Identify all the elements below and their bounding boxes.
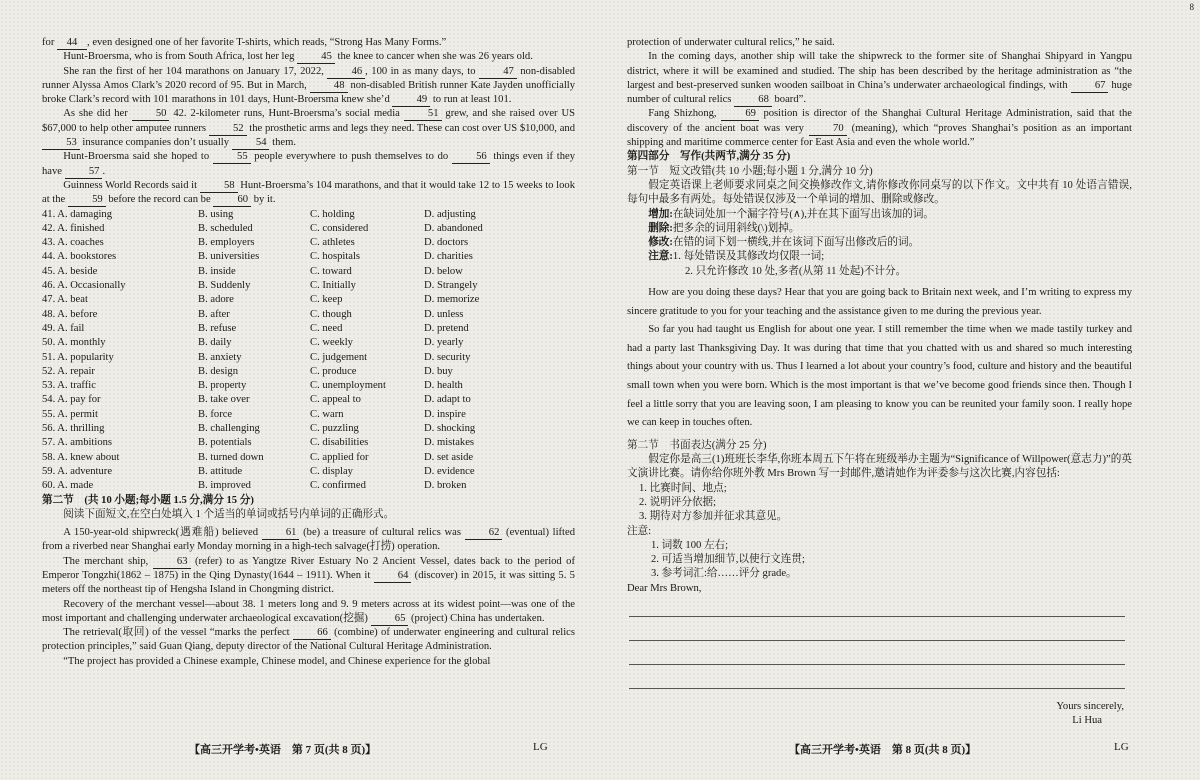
rule-item: 删除:把多余的词用斜线(\)划掉。 [648, 222, 800, 234]
option-choice[interactable]: D. abandoned [424, 222, 483, 234]
option-choice[interactable]: 53. A. traffic [42, 380, 96, 392]
option-choice[interactable]: D. set aside [424, 451, 474, 463]
grammar-paragraph: The retrieval(取回) of the vessel “marks the perfect 66 (combine) of underwater engineering and cultural relics protection principles,” said Guan Qiang, deputy director of the National Cultural Heritage Administration. [42, 627, 576, 653]
option-choice[interactable]: B. inside [198, 265, 236, 277]
option-choice[interactable]: C. confirmed [310, 480, 366, 492]
signature: Li Hua [1072, 715, 1102, 727]
option-choice[interactable]: 50. A. monthly [42, 337, 106, 349]
option-row [42, 236, 575, 250]
option-choice[interactable]: D. adapt to [424, 394, 471, 406]
writing-line [629, 664, 1125, 665]
option-row [42, 293, 575, 307]
cloze-paragraph: As she did her 50 42. 2-kilometer runs, Hunt-Broersma’s social media 51 grew, and she raised over US $67,000 to help other amputee runners 52 the prosthetic arms and legs they need. These can cost over US $10,000, and 53 insurance companies don’t usually 54 them. [42, 108, 576, 149]
option-row [42, 322, 575, 336]
section2-header: 第二节 (共 10 小题;每小题 1.5 分,满分 15 分) [42, 494, 254, 506]
essay-paragraph: How are you doing these days? Hear that you are going back to Britain next week, and I’m writing to express my sincere gratitude to you for your teaching and the assistance given to me during the previous year. [627, 287, 1132, 317]
s2-instruction: 假定你是高三(1)班班长李华,你班本周五下午将在班级举办主题为“Significance of Willpower(意志力)”的英文演讲比赛。请你给你班外教 Mrs Brown 写一封邮件,邀请她作为评委参与这次比赛,内容包括: [627, 454, 1132, 480]
rule-label: 增加: [648, 208, 673, 220]
option-choice[interactable]: B. turned down [198, 451, 264, 463]
answer-blank[interactable]: 52 [209, 123, 247, 136]
left-footer-code: LG [533, 741, 548, 753]
section2-instruction: 阅读下面短文,在空白处填入 1 个适当的单词或括号内单词的正确形式。 [63, 508, 395, 520]
cloze-paragraph: Guinness World Records said it 58 Hunt-Broersma’s 104 marathons, and that it would take 12 to 15 weeks to look at the 59 before the record can be 60 by it. [42, 179, 575, 206]
option-choice[interactable]: D. buy [424, 365, 453, 377]
option-choice[interactable]: C. need [310, 322, 343, 334]
answer-blank[interactable]: 65 [371, 613, 409, 626]
right-footer-title: 【高三开学考•英语 第 8 页(共 8 页)】 [789, 744, 977, 756]
correction-rules [627, 208, 1132, 265]
answer-blank[interactable]: 50 [132, 108, 170, 121]
option-choice[interactable]: 45. A. beside [42, 265, 98, 277]
answer-blank[interactable]: 64 [374, 570, 412, 583]
option-choice[interactable]: D. mistakes [424, 437, 475, 449]
s2-points [627, 482, 1132, 525]
grammar-paragraph: Recovery of the merchant vessel—about 38. 1 meters long and 9. 9 meters across at its widest point—was one of the most important and challenging underwater archaeological excavation(挖掘) 65 (project) China has undertaken. [42, 598, 575, 624]
option-row [42, 379, 575, 393]
option-choice[interactable]: C. applied for [310, 451, 369, 463]
option-row [42, 422, 575, 436]
s2-point: 2. 说明评分依据; [639, 496, 717, 508]
option-choice[interactable]: D. security [424, 351, 471, 363]
option-choice[interactable]: 43. A. coaches [42, 237, 104, 249]
left-page [42, 36, 575, 669]
option-choice[interactable]: C. weekly [310, 337, 353, 349]
option-choice[interactable]: B. adore [198, 294, 234, 306]
answer-blank[interactable]: 45 [297, 51, 335, 64]
option-choice[interactable]: 41. A. damaging [42, 208, 113, 220]
option-choice[interactable]: D. yearly [424, 337, 464, 349]
option-choice[interactable]: D. unless [424, 308, 464, 320]
option-choice[interactable]: C. appeal to [310, 394, 361, 406]
answer-blank[interactable]: 62 [465, 527, 503, 540]
s1-instruction: 假定英语课上老师要求同桌之间交换修改作文,请你修改你同桌写的以下作文。文中共有 10 处语言错误,每句中最多有两处。每处错误仅涉及一个单词的增加、删除或修改。 [627, 179, 1132, 206]
option-row [42, 408, 575, 422]
answer-blank[interactable]: 68 [734, 94, 772, 107]
answer-blank[interactable]: 61 [262, 527, 300, 540]
note-item: 3. 参考词汇:给……评分 grade。 [651, 568, 797, 580]
rule-label: 修改: [648, 237, 673, 249]
option-choice[interactable]: B. after [198, 308, 230, 320]
grammar-paragraph: Fang Shizhong, 69 position is director of the Shanghai Cultural Heritage Administration, said that the discovery of the ancient boat was very 70 (meaning), which “proves Shanghai’s position as an important shipping and maritime commerce center for East Asia and even the whole world.” [627, 108, 1132, 149]
option-row [42, 479, 575, 493]
option-row [42, 279, 575, 293]
option-choice[interactable]: D. below [424, 265, 463, 277]
option-choice[interactable]: C. though [310, 308, 352, 320]
option-choice[interactable]: C. hospitals [310, 251, 361, 263]
notes-label: 注意: [627, 525, 652, 537]
grammar-passage-continued [627, 36, 1132, 150]
option-row [42, 336, 575, 350]
rule-note-2: 2. 只允许修改 10 处,多者(从第 11 处起)不计分。 [685, 265, 907, 277]
writing-line [629, 688, 1125, 689]
option-choice[interactable]: C. display [310, 465, 353, 477]
option-choice[interactable]: B. take over [198, 394, 250, 406]
option-choice[interactable]: C. judgement [310, 351, 368, 363]
right-footer-code: LG [1114, 741, 1129, 753]
cloze-paragraph: She ran the first of her 104 marathons on January 17, 2022, 46 , 100 in as many days, to 47 non-disabled runner Alyssa Amos Clark’s 2020 record of 95. But in March, 48 non-disabled British runner Kate Jayden unofficially broke Clark’s record with 101 marathons in 101 days, Hunt-Broersma knew she’d 49 to run at least 101. [42, 65, 575, 106]
answer-blank[interactable]: 66 [293, 627, 331, 640]
option-choice[interactable]: D. pretend [424, 322, 469, 334]
option-choice[interactable]: 59. A. adventure [42, 465, 113, 477]
option-choice[interactable]: C. athletes [310, 237, 355, 249]
option-row [42, 351, 575, 365]
option-choice[interactable]: C. toward [310, 265, 352, 277]
option-choice[interactable]: D. shocking [424, 423, 476, 435]
note-item: 2. 可适当增加细节,以使行文连贯; [651, 554, 805, 566]
s2-notes [627, 539, 1132, 582]
option-choice[interactable]: C. Initially [310, 280, 356, 292]
salutation: Dear Mrs Brown, [627, 582, 702, 594]
writing-line [629, 640, 1125, 641]
option-choice[interactable]: 54. A. pay for [42, 394, 101, 406]
cloze-paragraph: Hunt-Broersma said she hoped to 55 people everywhere to push themselves to do 56 things even if they have 57 . [42, 151, 575, 177]
answer-blank[interactable]: 60 [213, 194, 251, 207]
answer-blank[interactable]: 58 [200, 180, 238, 193]
answer-blank[interactable]: 56 [452, 151, 490, 164]
answer-blank[interactable]: 54 [232, 137, 270, 150]
option-choice[interactable]: B. employers [198, 237, 255, 249]
cloze-paragraph: for 44 , even designed one of her favorite T-shirts, which reads, “Strong Has Many Forms.” [42, 37, 447, 48]
option-choice[interactable]: B. design [198, 365, 239, 377]
answer-blank[interactable]: 51 [404, 108, 442, 121]
cloze-options [42, 208, 575, 494]
answer-blank[interactable]: 59 [68, 194, 106, 207]
answer-blank[interactable]: 49 [392, 94, 430, 107]
option-choice[interactable]: B. refuse [198, 322, 237, 334]
s2-header: 第二节 书面表达(满分 25 分) [627, 439, 767, 451]
answer-blank[interactable]: 48 [310, 80, 348, 93]
answer-blank[interactable]: 53 [42, 137, 80, 150]
option-choice[interactable]: D. charities [424, 251, 473, 263]
option-choice[interactable]: C. warn [310, 408, 344, 420]
option-choice[interactable]: 58. A. knew about [42, 451, 120, 463]
cloze-paragraph: Hunt-Broersma, who is from South Africa, lost her leg 45 the knee to cancer when she was 26 years old. [63, 51, 533, 63]
option-row [42, 308, 575, 322]
option-choice[interactable]: D. Strangely [424, 280, 478, 292]
option-choice[interactable]: 49. A. fail [42, 322, 85, 334]
option-choice[interactable]: C. holding [310, 208, 355, 220]
answer-blank[interactable]: 55 [213, 151, 251, 164]
grammar-passage [42, 526, 575, 669]
option-choice[interactable]: D. inspire [424, 408, 466, 420]
option-choice[interactable]: D. doctors [424, 237, 469, 249]
answer-blank[interactable]: 57 [65, 166, 103, 179]
grammar-paragraph: protection of underwater cultural relics,” he said. [627, 37, 835, 48]
answer-blank[interactable]: 47 [479, 66, 517, 79]
option-choice[interactable]: B. scheduled [198, 222, 253, 234]
option-choice[interactable]: C. puzzling [310, 423, 359, 435]
rule-item: 修改:在错的词下划一横线,并在该词下面写出修改后的词。 [648, 237, 920, 249]
option-choice[interactable]: 51. A. popularity [42, 351, 114, 363]
option-choice[interactable]: B. potentials [198, 437, 252, 449]
grammar-paragraph: In the coming days, another ship will take the shipwreck to the former site of Shanghai Shipyard in Yangpu district, where it will be examined and studied. The ship has been described by the heritage administration as “the largest and best-preserved sunken wooden sailboat in China’s underwater archaeological findings, with 67 huge number of cultural relics 68 board”. [627, 51, 1132, 106]
grammar-paragraph: The merchant ship, 63 (refer) to as Yangtze River Estuary No 2 Ancient Vessel, dates back to the period of Emperor Tongzhi(1862 – 1875) in the Qing Dynasty(1644 – 1911). When it 64 (discover) in 2015, it was sitting 5. 5 meters off the northeast tip of Hengsha Island in Chongming district. [42, 555, 575, 596]
option-choice[interactable]: 60. A. made [42, 480, 94, 492]
option-choice[interactable]: D. memorize [424, 294, 480, 306]
option-choice[interactable]: 57. A. ambitions [42, 437, 113, 449]
rule-label: 删除: [648, 222, 673, 234]
left-footer-title: 【高三开学考•英语 第 7 页(共 8 页)】 [189, 744, 377, 756]
closing: Yours sincerely, [1056, 701, 1124, 713]
option-choice[interactable]: 46. A. Occasionally [42, 280, 126, 292]
option-choice[interactable]: C. disabilities [310, 437, 369, 449]
answer-blank[interactable]: 44 [57, 37, 87, 50]
rule-item: 注意:1. 每处错误及其修改均仅限一词; [648, 251, 825, 263]
option-choice[interactable]: 48. A. before [42, 308, 98, 320]
answer-blank[interactable]: 63 [153, 556, 191, 569]
option-choice[interactable]: 44. A. bookstores [42, 251, 117, 263]
option-choice[interactable]: 47. A. beat [42, 294, 88, 306]
option-row [42, 208, 575, 222]
option-choice[interactable]: D. adjusting [424, 208, 476, 220]
writing-line [629, 616, 1125, 617]
option-choice[interactable]: 42. A. finished [42, 222, 105, 234]
answer-blank[interactable]: 69 [721, 108, 759, 121]
answer-blank[interactable]: 67 [1071, 80, 1109, 93]
error-correction-essay [627, 284, 1132, 433]
option-row [42, 451, 575, 465]
option-choice[interactable]: B. attitude [198, 465, 243, 477]
answer-blank[interactable]: 46 [327, 66, 365, 79]
option-choice[interactable]: D. health [424, 380, 463, 392]
corner-mark: 8 [1189, 2, 1194, 12]
option-choice[interactable]: 56. A. thrilling [42, 423, 105, 435]
answer-blank[interactable]: 70 [809, 123, 847, 136]
right-page [627, 36, 1132, 729]
rule-item: 增加:在缺词处加一个漏字符号(∧),并在其下面写出该加的词。 [648, 208, 935, 220]
essay-paragraph: So far you had taught us English for about one year. I still remember the time when we made tastily turkey and had a party last Thanksgiving Day. It was during that time that you chatted with us and shared so much interesting things about your country with us. Thus I learned a lot about your country’s food, culture and history and the beautiful small town when you were born. Which is the most important is that we’ve become good friends since then. Though I feel a little sorry that you are leaving soon, I am pleasing to know you can be reunited your family soon. I really hope we can keep in touches often. [627, 324, 1132, 429]
option-choice[interactable]: 55. A. permit [42, 408, 98, 420]
cloze-passage [42, 36, 575, 208]
grammar-paragraph: “The project has provided a Chinese example, Chinese model, and Chinese experience for the global [63, 655, 491, 667]
option-choice[interactable]: B. using [198, 208, 234, 220]
s1-header: 第一节 短文改错(共 10 小题;每小题 1 分,满分 10 分) [627, 165, 873, 177]
option-choice[interactable]: C. produce [310, 365, 357, 377]
option-row [42, 393, 575, 407]
option-row [42, 465, 575, 479]
option-row [42, 222, 575, 236]
option-choice[interactable]: B. daily [198, 337, 232, 349]
option-choice[interactable]: B. force [198, 408, 233, 420]
option-row [42, 436, 575, 450]
option-choice[interactable]: B. improved [198, 480, 251, 492]
writing-area[interactable] [627, 616, 1132, 689]
note-item: 1. 词数 100 左右; [651, 539, 729, 551]
option-choice[interactable]: B. challenging [198, 423, 260, 435]
option-choice[interactable]: C. unemployment [310, 380, 386, 392]
option-choice[interactable]: C. keep [310, 294, 343, 306]
option-choice[interactable]: B. property [198, 380, 247, 392]
s2-point: 3. 期待对方参加并征求其意见。 [639, 511, 788, 523]
rule-label: 注意: [648, 251, 673, 263]
option-choice[interactable]: B. universities [198, 251, 260, 263]
option-choice[interactable]: B. Suddenly [198, 280, 251, 292]
option-choice[interactable]: B. anxiety [198, 351, 242, 363]
s2-point: 1. 比赛时间、地点; [639, 482, 727, 494]
grammar-paragraph: A 150-year-old shipwreck(遇难船) believed 61 (be) a treasure of cultural relics was 62 (eventual) lifted from a riverbed near Shanghai early Monday morning in a high-tech salvage(打捞) operation. [42, 527, 576, 553]
option-row [42, 365, 575, 379]
option-choice[interactable]: C. considered [310, 222, 369, 234]
option-row [42, 265, 575, 279]
part4-header: 第四部分 写作(共两节,满分 35 分) [627, 151, 791, 163]
option-choice[interactable]: D. evidence [424, 465, 475, 477]
option-choice[interactable]: 52. A. repair [42, 365, 95, 377]
option-row [42, 250, 575, 264]
option-choice[interactable]: D. broken [424, 480, 467, 492]
